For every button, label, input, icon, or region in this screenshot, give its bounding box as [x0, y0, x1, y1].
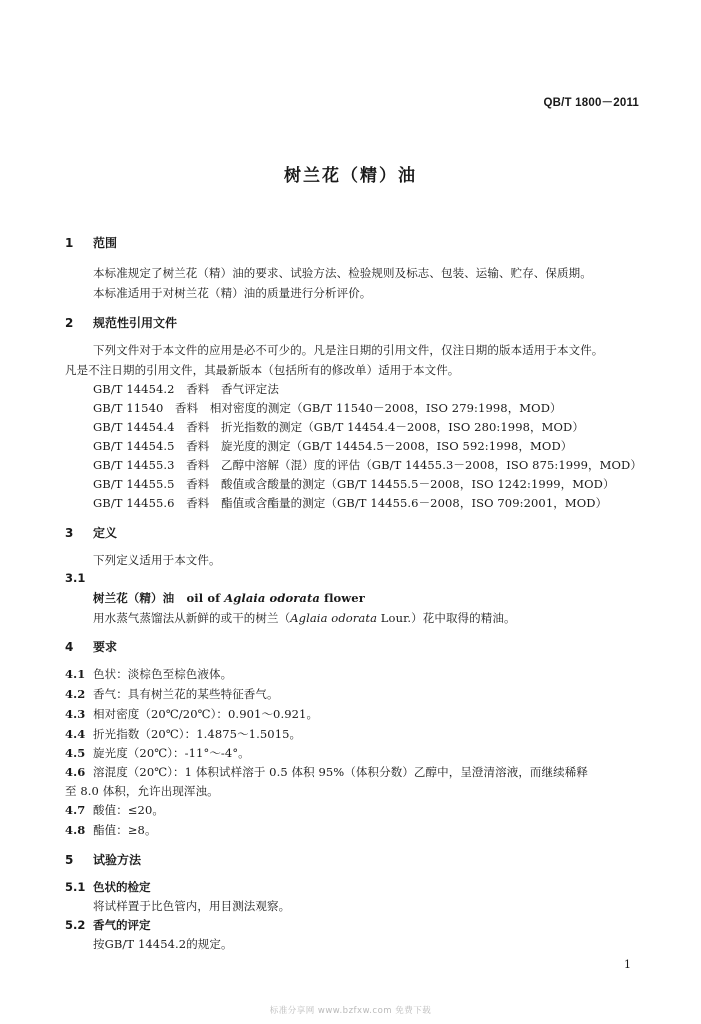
definition-text-post: Lour.）花中取得的精油。 [377, 611, 516, 625]
section-number: 3 [65, 526, 74, 540]
term-english-prefix: oil of [186, 591, 225, 605]
requirement-item [65, 822, 157, 838]
item-text: 酯值：≥8。 [93, 823, 157, 837]
term-definition [93, 610, 516, 626]
item-text: 折光指数（20℃）：1.4875～1.5015。 [93, 727, 302, 741]
subsection-5-2-text: 按GB/T 14454.2的规定。 [93, 937, 233, 951]
item-text: 至 8.0 体积，允许出现浑浊。 [65, 784, 219, 798]
section-3-heading [65, 524, 117, 541]
section-title: 规范性引用文件 [93, 316, 178, 330]
section-number: 2 [65, 316, 74, 330]
requirement-item [65, 706, 318, 722]
item-number: 4.7 [65, 803, 86, 817]
item-number: 4.6 [65, 765, 86, 779]
subsection-5-1-text: 将试样置于比色管内，用目测法观察。 [93, 899, 291, 913]
references-intro-2: 凡是不注日期的引用文件，其最新版本（包括所有的修改单）适用于本文件。 [65, 363, 460, 377]
section-number: 1 [65, 236, 74, 250]
item-text: 色状：淡棕色至棕色液体。 [93, 667, 233, 681]
subsection-5-2-heading [65, 917, 151, 933]
item-number: 4.4 [65, 727, 86, 741]
references-intro-1: 下列文件对于本文件的应用是必不可少的。凡是注日期的引用文件，仅注日期的版本适用于本文件。 [93, 343, 604, 357]
section-1-heading [65, 234, 117, 251]
requirement-item [65, 764, 588, 780]
section-title: 要求 [93, 640, 118, 654]
watermark: 标准分享网 www.bzfxw.com 免费下载 [269, 1006, 432, 1016]
scope-paragraph-2: 本标准适用于对树兰花（精）油的质量进行分析评价。 [93, 286, 372, 300]
term-english-suffix: flower [319, 591, 365, 605]
item-number: 4.1 [65, 667, 86, 681]
document-title: 树兰花（精）油 [284, 166, 417, 186]
item-number: 4.2 [65, 687, 86, 701]
reference-item: GB/T 14454.4 香料 折光指数的测定（GB/T 14454.4－2008，ISO 280:1998，MOD） [93, 420, 584, 434]
item-text: 相对密度（20℃/20℃）：0.901～0.921。 [93, 707, 319, 721]
section-2-heading [65, 314, 177, 331]
page-number: 1 [624, 958, 631, 971]
subsection-number: 5.1 [65, 880, 86, 894]
section-4-heading [65, 638, 117, 655]
item-text: 香气：具有树兰花的某些特征香气。 [93, 687, 279, 701]
requirement-item [65, 726, 301, 742]
section-title: 试验方法 [93, 853, 142, 867]
term-chinese: 树兰花（精）油 [93, 591, 175, 605]
subsection-number: 3.1 [65, 571, 86, 585]
definition-text-pre: 用水蒸气蒸馏法从新鲜的或干的树兰（ [93, 611, 291, 625]
reference-item: GB/T 14455.6 香料 酯值或含酯量的测定（GB/T 14455.6－2008，ISO 709:2001，MOD） [93, 496, 608, 510]
item-number: 4.3 [65, 707, 86, 721]
reference-item: GB/T 14454.2 香料 香气评定法 [93, 382, 279, 396]
standard-number: QB/T 1800－2011 [543, 97, 639, 109]
section-5-heading [65, 851, 141, 868]
subsection-title: 色状的检定 [93, 880, 151, 894]
reference-item: GB/T 14455.3 香料 乙醇中溶解（混）度的评估（GB/T 14455.3－2008，ISO 875:1999，MOD） [93, 458, 642, 472]
scope-paragraph-1: 本标准规定了树兰花（精）油的要求、试验方法、检验规则及标志、包装、运输、贮存、保质期。 [93, 266, 592, 280]
section-title: 范围 [93, 236, 118, 250]
requirement-item [65, 666, 232, 682]
item-text: 酸值：≤20。 [93, 803, 164, 817]
requirement-item [65, 802, 164, 818]
item-number: 4.5 [65, 746, 86, 760]
item-text: 旋光度（20℃）：-11°～-4°。 [93, 746, 250, 760]
section-title: 定义 [93, 526, 118, 540]
requirement-item [65, 745, 250, 761]
subsection-title: 香气的评定 [93, 918, 151, 932]
section-number: 5 [65, 853, 74, 867]
term-heading [93, 590, 365, 606]
reference-item: GB/T 14454.5 香料 旋光度的测定（GB/T 14454.5－2008，ISO 592:1998，MOD） [93, 439, 573, 453]
section-number: 4 [65, 640, 74, 654]
reference-item: GB/T 11540 香料 相对密度的测定（GB/T 11540－2008，ISO 279:1998，MOD） [93, 401, 562, 415]
item-number: 4.8 [65, 823, 86, 837]
subsection-number: 5.2 [65, 918, 86, 932]
requirement-item [65, 686, 279, 702]
definitions-intro: 下列定义适用于本文件。 [93, 553, 221, 567]
reference-item: GB/T 14455.5 香料 酸值或含酸量的测定（GB/T 14455.5－2008，ISO 1242:1999，MOD） [93, 477, 615, 491]
item-text: 溶混度（20℃）：1 体积试样溶于 0.5 体积 95%（体积分数）乙醇中，呈澄清溶液，而继续稀释 [93, 765, 588, 779]
term-english-latin: Aglaia odorata [224, 591, 320, 605]
subsection-5-1-heading [65, 879, 151, 895]
requirement-item-continuation [65, 783, 219, 799]
definition-latin-name: Aglaia odorata [290, 611, 378, 625]
